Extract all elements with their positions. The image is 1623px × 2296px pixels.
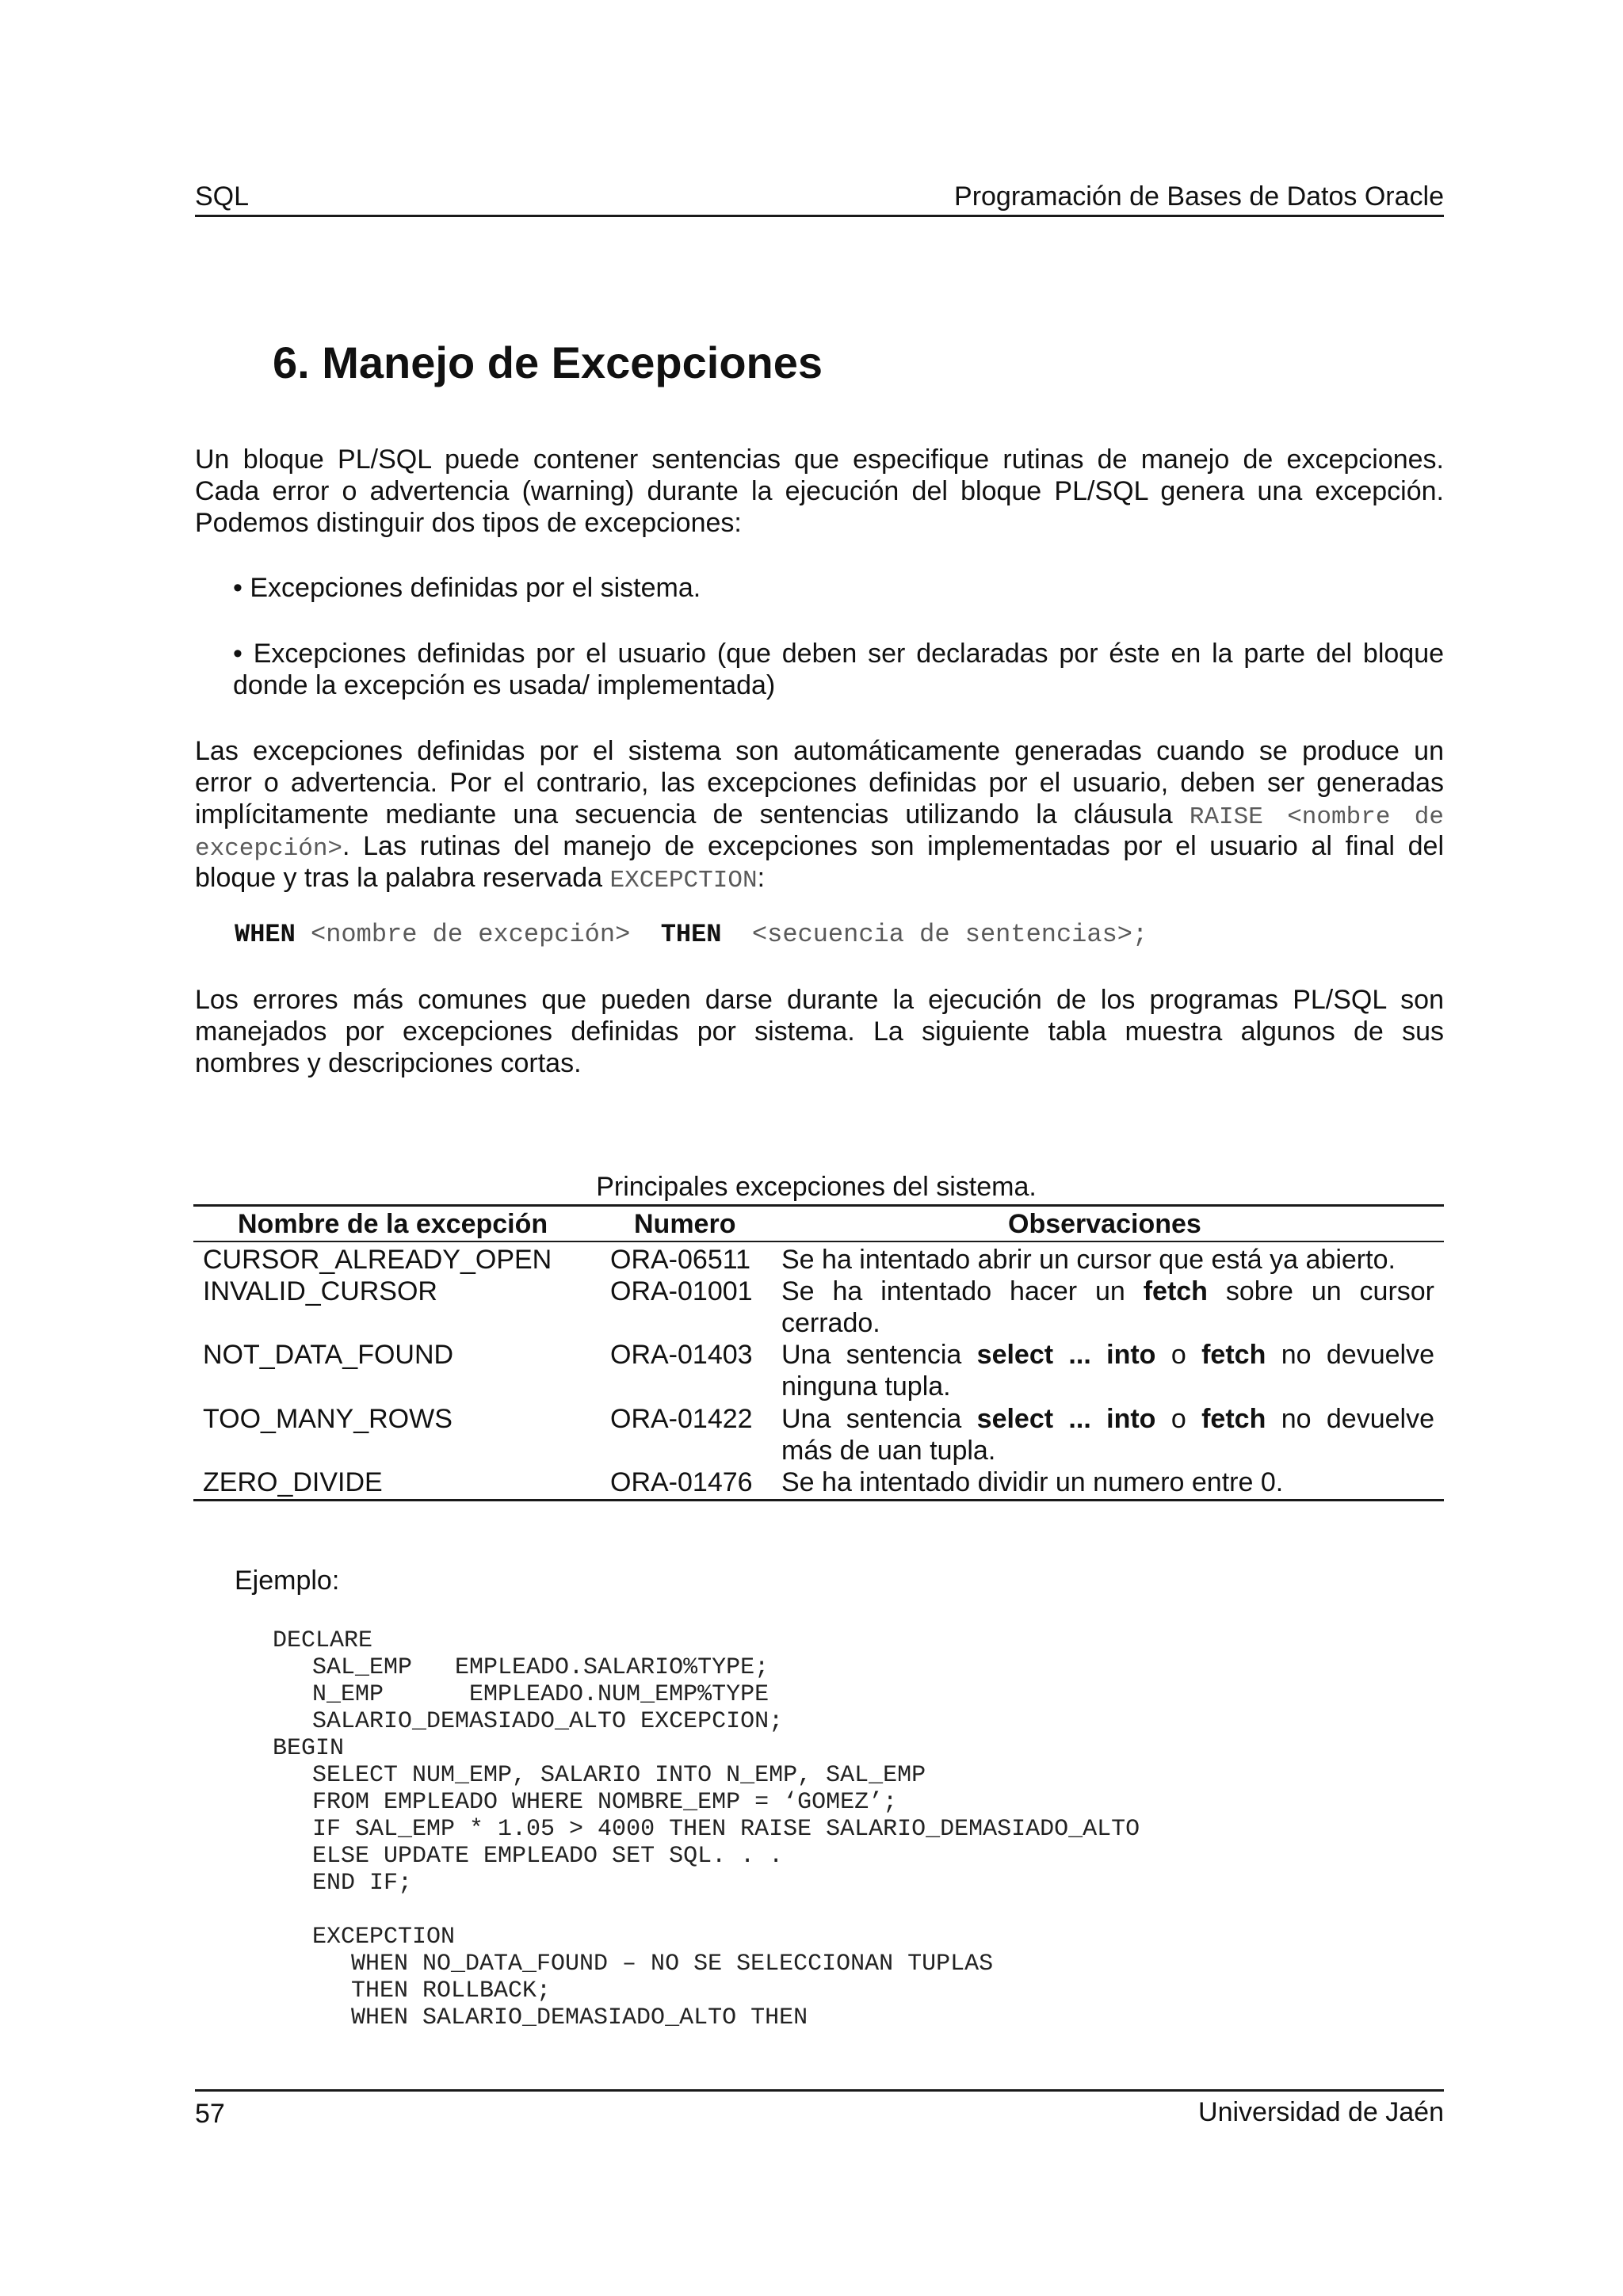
- cell-name: INVALID_CURSOR: [203, 1276, 437, 1306]
- chapter-title: 6. Manejo de Excepciones: [273, 338, 823, 387]
- inline-code: excepción>: [195, 835, 343, 863]
- bullet-item: [233, 572, 1444, 604]
- table-bottom-rule: [193, 1499, 1444, 1501]
- observation-text: o: [1155, 1340, 1202, 1370]
- paragraph-text: bloque y tras la palabra reservada: [195, 863, 610, 893]
- cell-number: ORA-01476: [610, 1467, 753, 1497]
- code-line: IF SAL_EMP * 1.05 > 4000 THEN RAISE SALARIO_DEMASIADO_ALTO: [312, 1816, 1140, 1843]
- paragraph-line: [195, 862, 1444, 897]
- observation-text: Se ha intentado abrir un cursor que está ya abierto.: [781, 1245, 1396, 1275]
- table-header-rule: [193, 1241, 1444, 1242]
- code-line: N_EMP EMPLEADO.NUM_EMP%TYPE: [312, 1681, 769, 1708]
- cell-name: NOT_DATA_FOUND: [203, 1340, 454, 1370]
- header-rule: [195, 215, 1444, 217]
- column-header-observations: Observaciones: [1008, 1209, 1201, 1239]
- table-caption: Principales excepciones del sistema.: [596, 1172, 1037, 1202]
- running-header-right: Programación de Bases de Datos Oracle: [954, 181, 1444, 212]
- observation-text: no devuelve: [1266, 1340, 1434, 1370]
- paragraph-line: Podemos distinguir dos tipos de excepciones:: [195, 508, 742, 538]
- code-line: END IF;: [312, 1870, 413, 1897]
- code-line: BEGIN: [273, 1735, 345, 1762]
- observation-text: o: [1155, 1404, 1202, 1434]
- observation-line: más de uan tupla.: [781, 1436, 996, 1466]
- paragraph-text: implícitamente mediante una secuencia de sentencias utilizando la cláusula: [195, 799, 1190, 830]
- paragraph-line: [195, 830, 1444, 865]
- bullet-text: Excepciones definidas por el sistema.: [250, 573, 701, 603]
- code-line: SALARIO_DEMASIADO_ALTO EXCEPCION;: [312, 1708, 784, 1735]
- observation-keyword: fetch: [1201, 1340, 1266, 1370]
- column-header-name: Nombre de la excepción: [238, 1209, 548, 1239]
- code-line: THEN ROLLBACK;: [351, 1978, 552, 2004]
- observation-line: [781, 1403, 1434, 1435]
- code-line: SELECT NUM_EMP, SALARIO INTO N_EMP, SAL_EMP: [312, 1762, 926, 1789]
- paragraph-line: Un bloque PL/SQL puede contener sentencias que especifique rutinas de manejo de excepciones.: [195, 444, 1444, 475]
- keyword-then: THEN: [660, 920, 722, 949]
- cell-observation: [781, 1339, 1434, 1402]
- paragraph-line: Las excepciones definidas por el sistema son automáticamente generadas cuando se produce un: [195, 736, 1444, 766]
- paragraph-line: nombres y descripciones cortas.: [195, 1048, 582, 1078]
- code-line: ELSE UPDATE EMPLEADO SET SQL. . .: [312, 1843, 784, 1870]
- bullet-dot: •: [233, 573, 242, 603]
- paragraph-line: [195, 799, 1444, 833]
- code-line: SAL_EMP EMPLEADO.SALARIO%TYPE;: [312, 1654, 769, 1681]
- observation-text: Una sentencia: [781, 1404, 977, 1434]
- observation-keyword: fetch: [1201, 1404, 1266, 1434]
- cell-observation: [781, 1403, 1434, 1466]
- cell-observation: [781, 1276, 1434, 1339]
- observation-line: cerrado.: [781, 1308, 880, 1338]
- observation-text: sobre un cursor: [1207, 1276, 1435, 1306]
- page-number: 57: [195, 2099, 225, 2129]
- observation-text: Una sentencia: [781, 1340, 977, 1370]
- observation-keyword: fetch: [1143, 1276, 1208, 1306]
- keyword-when: WHEN: [235, 920, 296, 949]
- bullet-item: [233, 638, 1444, 669]
- observation-line: [781, 1339, 1434, 1371]
- observation-text: no devuelve: [1266, 1404, 1434, 1434]
- cell-observation: [781, 1466, 1434, 1498]
- cell-number: ORA-01001: [610, 1276, 753, 1306]
- cell-number: ORA-01403: [610, 1340, 753, 1370]
- code-line: WHEN SALARIO_DEMASIADO_ALTO THEN: [351, 2004, 808, 2031]
- column-header-number: Numero: [634, 1209, 736, 1239]
- paragraph-line: Cada error o advertencia (warning) durante la ejecución del bloque PL/SQL genera una excepción.: [195, 476, 1444, 506]
- exception-syntax: [235, 919, 1148, 951]
- observation-text: Se ha intentado dividir un numero entre 0.: [781, 1467, 1284, 1497]
- paragraph-line: manejados por excepciones definidas por sistema. La siguiente tabla muestra algunos de sus: [195, 1016, 1444, 1047]
- bullet-text-continuation: donde la excepción es usada/ implementada): [233, 670, 776, 700]
- running-header-left: SQL: [195, 181, 250, 212]
- paragraph-line: error o advertencia. Por el contrario, las excepciones definidas por el usuario, deben ser generadas: [195, 768, 1444, 798]
- placeholder-exception-name: <nombre de excepción>: [311, 920, 631, 949]
- observation-line: [781, 1276, 1434, 1307]
- paragraph-text: . Las rutinas del manejo de excepciones son implementadas por el usuario al final del: [342, 831, 1444, 861]
- observation-line: ninguna tupla.: [781, 1371, 951, 1402]
- code-line: FROM EMPLEADO WHERE NOMBRE_EMP = ‘GOMEZ’;: [312, 1789, 898, 1816]
- cell-name: CURSOR_ALREADY_OPEN: [203, 1245, 552, 1275]
- footer-right: Universidad de Jaén: [1198, 2097, 1444, 2127]
- code-line: WHEN NO_DATA_FOUND – NO SE SELECCIONAN TUPLAS: [351, 1951, 994, 1978]
- cell-number: ORA-06511: [610, 1245, 751, 1275]
- paragraph-text: :: [757, 863, 766, 893]
- observation-text: Se ha intentado hacer un: [781, 1276, 1144, 1306]
- inline-code: RAISE <nombre de: [1189, 803, 1444, 831]
- paragraph-line: Los errores más comunes que pueden darse durante la ejecución de los programas PL/SQL son: [195, 985, 1444, 1015]
- inline-code: EXCEPCTION: [609, 867, 758, 894]
- cell-name: TOO_MANY_ROWS: [203, 1404, 453, 1434]
- bullet-text: Excepciones definidas por el usuario (que deben ser declaradas por éste en la parte del bloque: [253, 639, 1445, 669]
- code-line: DECLARE: [273, 1627, 373, 1654]
- cell-observation: [781, 1244, 1434, 1276]
- example-label: Ejemplo:: [235, 1566, 340, 1596]
- code-line: EXCEPCTION: [312, 1924, 456, 1951]
- table-top-rule: [193, 1204, 1444, 1207]
- cell-name: ZERO_DIVIDE: [203, 1467, 383, 1497]
- observation-keyword: select ... into: [976, 1340, 1156, 1370]
- cell-number: ORA-01422: [610, 1404, 753, 1434]
- footer-rule: [195, 2089, 1444, 2092]
- placeholder-statements: <secuencia de sentencias>;: [751, 920, 1148, 949]
- observation-keyword: select ... into: [976, 1404, 1156, 1434]
- bullet-dot: •: [233, 639, 242, 669]
